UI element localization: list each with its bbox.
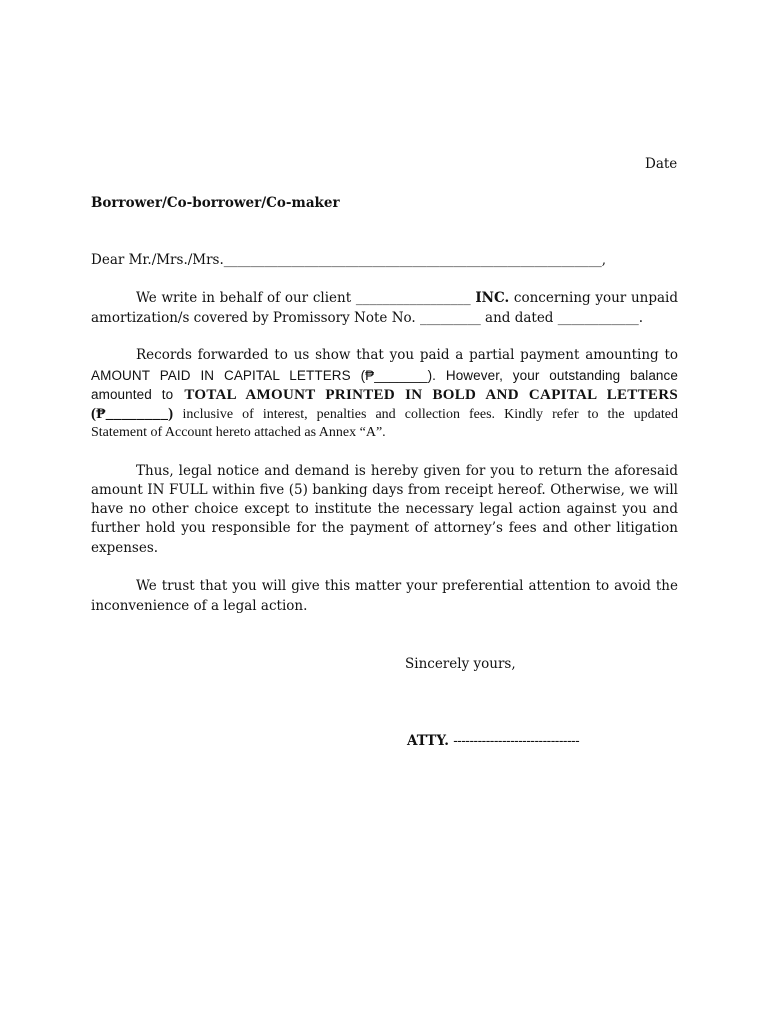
para1-line2 xyxy=(91,309,643,329)
total-amount-blank: (₱________) xyxy=(91,406,174,422)
para4-line1: We trust that you will give this matter your preferential attention to avoid the xyxy=(136,578,678,594)
amount-paid-blank: _______ xyxy=(374,368,428,383)
salutation-text: Dear Mr./Mrs./Mrs. xyxy=(91,252,224,268)
para3-line3: have no other choice except to institute the necessary legal action against you and xyxy=(91,501,678,517)
para2-text: ). However, your outstanding balance xyxy=(427,368,679,383)
para2-text: AMOUNT PAID IN CAPITAL LETTERS (₱ xyxy=(91,368,375,383)
recipient-heading: Borrower/Co-borrower/Co-maker xyxy=(91,195,340,211)
salutation xyxy=(91,251,606,271)
date-label: Date xyxy=(645,156,678,172)
para2-text: inclusive of interest, penalties and collection fees. Kindly refer to the updated xyxy=(182,407,679,422)
salutation-end: , xyxy=(601,252,607,268)
para1-end: . xyxy=(638,310,644,326)
salutation-blank: ________________________________________________________ xyxy=(223,252,602,268)
para3-line1: Thus, legal notice and demand is hereby given for you to return the aforesaid xyxy=(136,463,678,479)
para2-line5: Statement of Account hereto attached as Annex “A”. xyxy=(91,425,386,440)
para2-line2 xyxy=(91,366,678,385)
signature-line xyxy=(407,732,579,752)
attorney-name-blank: ------------------------------- xyxy=(453,733,580,749)
para1-text: and dated xyxy=(485,310,554,326)
para2-line4 xyxy=(91,404,678,425)
para2-line1: Records forwarded to us show that you paid a partial payment amounting to xyxy=(136,347,678,363)
client-name-blank: _________________ xyxy=(355,290,471,306)
para1-line1 xyxy=(136,289,678,309)
total-amount-bold: TOTAL AMOUNT PRINTED IN BOLD AND CAPITAL LETTERS xyxy=(184,387,678,403)
para1-text: We write in behalf of our client xyxy=(136,290,352,306)
para2-text: amounted to xyxy=(91,387,174,402)
para4-line2: inconvenience of a legal action. xyxy=(91,598,308,614)
para3-line2: amount IN FULL within five (5) banking days from receipt hereof. Otherwise, we will xyxy=(91,482,678,498)
para1-text: concerning your unpaid xyxy=(513,290,679,306)
para2-line3 xyxy=(91,384,678,405)
para1-text: amortization/s covered by Promissory Note No. xyxy=(91,310,416,326)
para3-line5: expenses. xyxy=(91,540,159,556)
inc-label: INC. xyxy=(475,290,510,306)
para3-line4: further hold you responsible for the payment of attorney’s fees and other litigation xyxy=(91,520,678,536)
promissory-note-blank: _________ xyxy=(419,310,481,326)
date-blank: ____________ xyxy=(557,310,639,326)
closing: Sincerely yours, xyxy=(405,656,516,672)
atty-title: ATTY. xyxy=(407,733,449,749)
